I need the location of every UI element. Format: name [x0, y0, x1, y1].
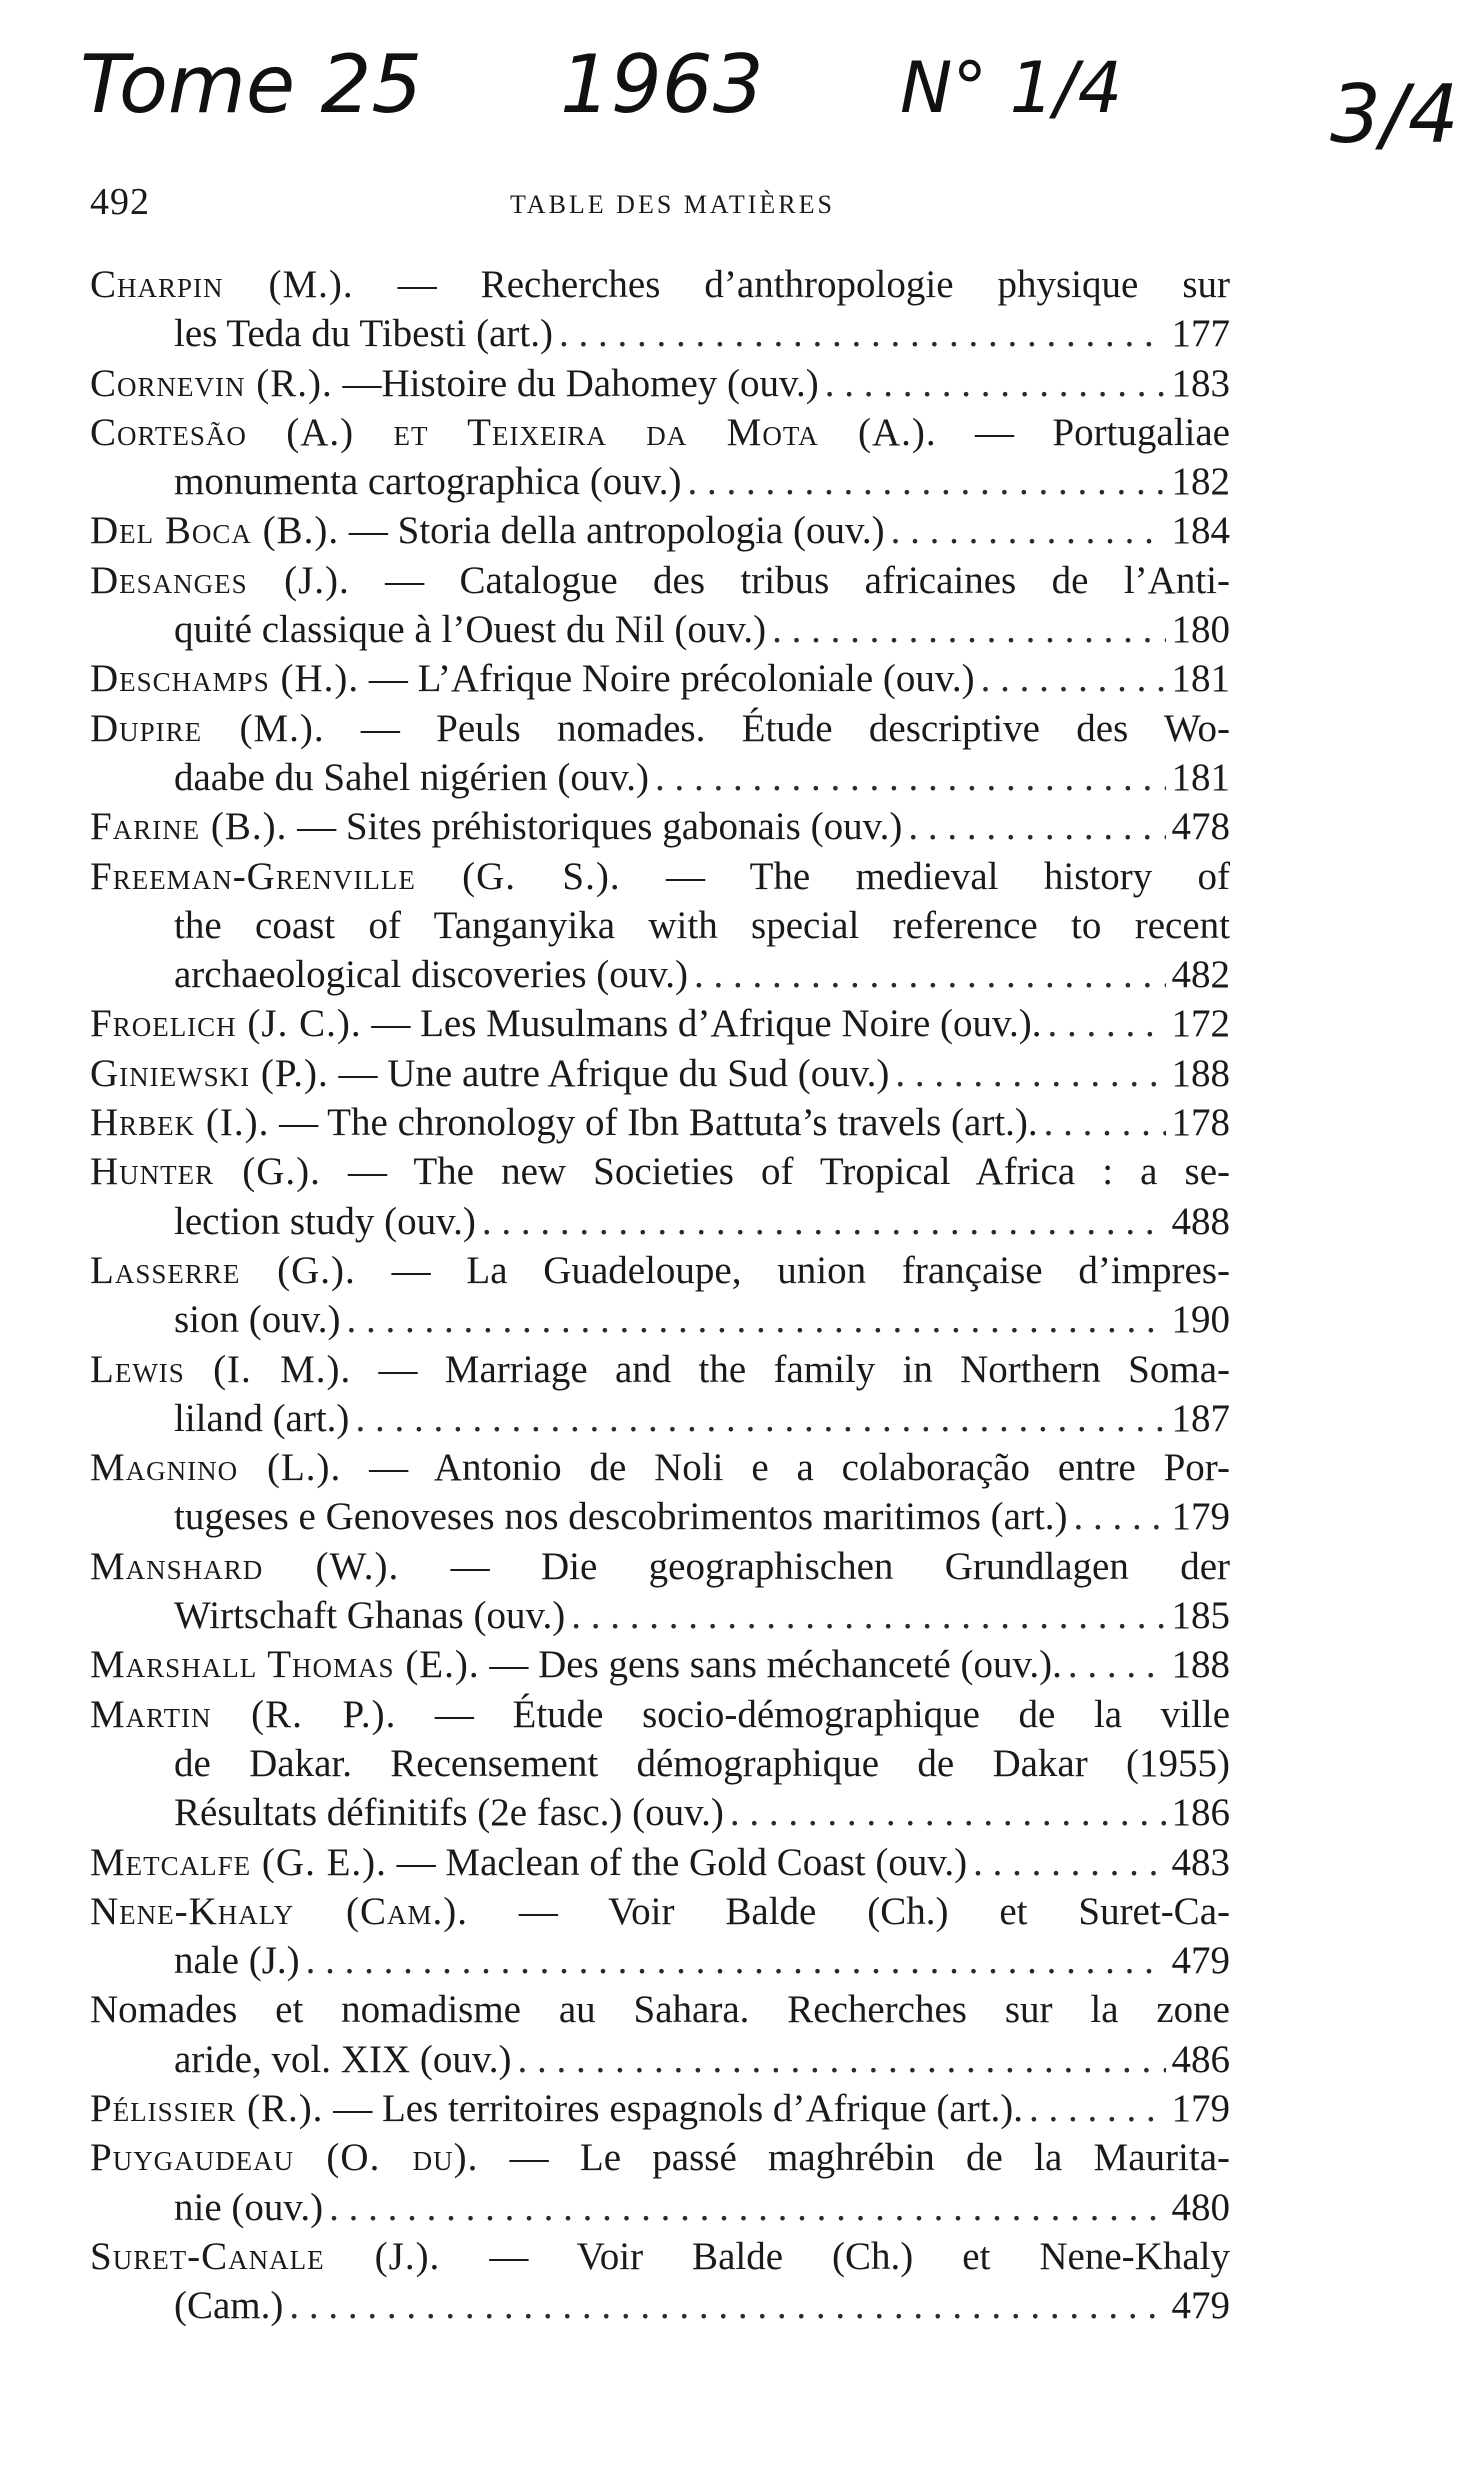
dot-leaders: [655, 753, 1165, 802]
dot-leaders: [1029, 2084, 1165, 2133]
entry-title: — Maclean of the Gold Coast (ouv.): [396, 1840, 968, 1884]
entry-title-tail: sion (ouv.): [174, 1298, 341, 1342]
dot-leaders: [482, 1197, 1166, 1246]
entry-author: Lasserre (G.).: [90, 1248, 356, 1292]
entry-page-number: 483: [1171, 1840, 1230, 1884]
entry-title-tail: (Cam.): [174, 2284, 284, 2328]
toc-entry: [90, 1542, 1230, 1641]
toc-entry: [90, 1443, 1230, 1542]
entry-author: Cornevin (R.).: [90, 361, 333, 405]
entry-author: Metcalfe (G. E.).: [90, 1840, 387, 1884]
entry-title-tail: daabe du Sahel nigérien (ouv.): [174, 755, 650, 799]
entry-author: Del Boca (B.).: [90, 509, 340, 553]
entry-title-line: — Marriage and the family in Northern Soma-: [378, 1347, 1231, 1391]
running-head: TABLE DES MATIÈRES: [510, 190, 835, 219]
entry-title-line: — The new Societies of Tropical Africa : a se-: [347, 1150, 1231, 1194]
toc-entry: [90, 2084, 1230, 2133]
entry-title: — Storia della antropologia (ouv.): [348, 509, 885, 553]
dot-leaders: [355, 1394, 1165, 1443]
entry-author: Cortesão (A.) et Teixeira da Mota (A.).: [90, 410, 937, 454]
dot-leaders: [895, 1049, 1165, 1098]
entry-page-number: 186: [1171, 1791, 1230, 1835]
entry-page-number: 181: [1171, 755, 1230, 799]
toc-entry: [90, 1147, 1230, 1246]
entry-page-number: 478: [1171, 805, 1230, 849]
handwritten-tome: Tome 25: [80, 38, 423, 131]
entry-title-line: de Dakar. Recensement démographique de Dakar (1955): [174, 1741, 1230, 1785]
entry-author: Deschamps (H.).: [90, 657, 360, 701]
dot-leaders: [329, 2183, 1165, 2232]
dot-leaders: [306, 1936, 1166, 1985]
entry-author: Puygaudeau (O. du).: [90, 2136, 479, 2180]
dot-leaders: [1074, 1492, 1166, 1541]
entry-author: Magnino (L.).: [90, 1446, 342, 1490]
dot-leaders: [825, 359, 1166, 408]
toc-entry: [90, 408, 1230, 507]
entry-title-tail: les Teda du Tibesti (art.): [174, 312, 553, 356]
entry-page-number: 181: [1171, 657, 1230, 701]
toc-entry: [90, 852, 1230, 1000]
entry-page-number: 479: [1171, 1939, 1230, 1983]
entry-title-line: — Le passé maghrébin de la Maurita-: [509, 2136, 1230, 2180]
entry-author: Pélissier (R.).: [90, 2086, 324, 2130]
entry-page-number: 480: [1171, 2185, 1230, 2229]
entry-title-tail: nale (J.): [174, 1939, 300, 1983]
dot-leaders: [973, 1838, 1165, 1887]
entry-author: Freeman-Grenville (G. S.).: [90, 854, 621, 898]
table-of-contents: [90, 260, 1230, 2330]
entry-page-number: 187: [1171, 1396, 1230, 1440]
entry-title: — Les Musulmans d’Afrique Noire (ouv.).: [371, 1002, 1042, 1046]
entry-title-tail: Wirtschaft Ghanas (ouv.): [174, 1594, 566, 1638]
toc-entry: [90, 802, 1230, 851]
entry-page-number: 180: [1171, 608, 1230, 652]
handwritten-fraction: 3/4: [1330, 68, 1459, 161]
dot-leaders: [694, 950, 1166, 999]
handwritten-year: 1963: [560, 38, 764, 131]
entry-title-line: — The medieval history of: [665, 854, 1231, 898]
entry-page-number: 182: [1171, 460, 1230, 504]
entry-author: Froelich (J. C.).: [90, 1002, 362, 1046]
toc-entry: [90, 999, 1230, 1048]
entry-page-number: 177: [1171, 312, 1230, 356]
dot-leaders: [772, 605, 1165, 654]
handwritten-number: N° 1/4: [900, 47, 1123, 129]
entry-author: Nene-Khaly (Cam.).: [90, 1889, 468, 1933]
entry-author: Desanges (J.).: [90, 558, 350, 602]
entry-title-line: — Voir Balde (Ch.) et Nene-Khaly: [489, 2234, 1230, 2278]
entry-title-tail: monumenta cartographica (ouv.): [174, 460, 682, 504]
dot-leaders: [1044, 1098, 1166, 1147]
toc-entry: [90, 359, 1230, 408]
entry-title-line: — La Guadeloupe, union française d’impres-: [391, 1248, 1231, 1292]
entry-title-tail: nie (ouv.): [174, 2185, 324, 2229]
entry-page-number: 188: [1171, 1643, 1230, 1687]
entry-title-tail: Résultats définitifs (2e fasc.) (ouv.): [174, 1791, 724, 1835]
toc-entry: [90, 1098, 1230, 1147]
entry-page-number: 183: [1171, 361, 1230, 405]
toc-entry: [90, 1640, 1230, 1689]
toc-entry: [90, 704, 1230, 803]
entry-page-number: 179: [1171, 2086, 1230, 2130]
entry-title: — The chronology of Ibn Battuta’s travels (art.).: [279, 1101, 1038, 1145]
entry-page-number: 188: [1171, 1051, 1230, 1095]
entry-title-tail: archaeological discoveries (ouv.): [174, 953, 688, 997]
entry-page-number: 482: [1171, 953, 1230, 997]
dot-leaders: [289, 2281, 1165, 2330]
entry-title-line: — Peuls nomades. Étude descriptive des Wo-: [360, 706, 1230, 750]
entry-title: — Les territoires espagnols d’Afrique (art.).: [333, 2086, 1024, 2130]
toc-entry: [90, 556, 1230, 655]
entry-title-line: — Die geographischen Grundlagen der: [450, 1544, 1230, 1588]
entry-title-line: — Recherches d’anthropologie physique sur: [397, 263, 1230, 306]
entry-title-tail: quité classique à l’Ouest du Nil (ouv.): [174, 608, 767, 652]
dot-leaders: [559, 309, 1166, 358]
entry-title-line: — Portugaliae: [975, 410, 1230, 454]
toc-entry: [90, 1049, 1230, 1098]
entry-title: — L’Afrique Noire précoloniale (ouv.): [368, 657, 975, 701]
handwritten-annotation: [80, 22, 1460, 172]
entry-title: —Histoire du Dahomey (ouv.): [342, 361, 819, 405]
entry-page-number: 479: [1171, 2284, 1230, 2328]
entry-page-number: 190: [1171, 1298, 1230, 1342]
entry-title: — Des gens sans méchanceté (ouv.).: [489, 1643, 1062, 1687]
toc-entry: [90, 1690, 1230, 1838]
dot-leaders: [981, 654, 1166, 703]
toc-entry: [90, 1887, 1230, 1986]
dot-leaders: [571, 1591, 1165, 1640]
dot-leaders: [730, 1788, 1166, 1837]
toc-entry: [90, 1838, 1230, 1887]
entry-title: — Sites préhistoriques gabonais (ouv.): [297, 805, 903, 849]
toc-entry: [90, 506, 1230, 555]
toc-entry: [90, 2232, 1230, 2331]
entry-title: — Une autre Afrique du Sud (ouv.): [338, 1051, 890, 1095]
entry-title-tail: liland (art.): [174, 1396, 350, 1440]
entry-page-number: 179: [1171, 1495, 1230, 1539]
page-number: 492: [90, 181, 150, 223]
toc-entry: [90, 2133, 1230, 2232]
entry-title-tail: lection study (ouv.): [174, 1199, 476, 1243]
entry-page-number: 488: [1171, 1199, 1230, 1243]
entry-title-line: Nomades et nomadisme au Sahara. Recherches sur la zone: [90, 1988, 1230, 2032]
toc-entry: [90, 260, 1230, 359]
toc-entry: [90, 1246, 1230, 1345]
entry-page-number: 172: [1171, 1002, 1230, 1046]
entry-author: Charpin (M.).: [90, 263, 354, 306]
dot-leaders: [1047, 999, 1165, 1048]
entry-title-line: — Étude socio-démographique de la ville: [434, 1692, 1230, 1736]
entry-title-tail: tugeses e Genoveses nos descobrimentos maritimos (art.): [174, 1495, 1068, 1539]
dot-leaders: [1068, 1640, 1166, 1689]
entry-author: Hunter (G.).: [90, 1150, 321, 1194]
entry-author: Suret-Canale (J.).: [90, 2234, 441, 2278]
dot-leaders: [891, 506, 1166, 555]
entry-title-line: — Antonio de Noli e a colaboração entre Por-: [369, 1446, 1230, 1490]
dot-leaders: [518, 2035, 1166, 2084]
entry-author: Lewis (I. M.).: [90, 1347, 352, 1391]
entry-author: Marshall Thomas (E.).: [90, 1643, 480, 1687]
dot-leaders: [908, 802, 1165, 851]
entry-author: Farine (B.).: [90, 805, 288, 849]
toc-entry: [90, 654, 1230, 703]
entry-author: Martin (R. P.).: [90, 1692, 397, 1736]
entry-page-number: 486: [1171, 2037, 1230, 2081]
entry-page-number: 185: [1171, 1594, 1230, 1638]
entry-title-line: — Voir Balde (Ch.) et Suret-Ca-: [518, 1889, 1230, 1933]
entry-author: Dupire (M.).: [90, 706, 325, 750]
dot-leaders: [688, 457, 1166, 506]
entry-page-number: 184: [1171, 509, 1230, 553]
dot-leaders: [346, 1295, 1165, 1344]
entry-page-number: 178: [1171, 1101, 1230, 1145]
entry-title-line: the coast of Tanganyika with special reference to recent: [174, 903, 1230, 947]
toc-entry: [90, 1985, 1230, 2084]
entry-author: Manshard (W.).: [90, 1544, 400, 1588]
entry-title-tail: aride, vol. XIX (ouv.): [174, 2037, 512, 2081]
entry-author: Hrbek (I.).: [90, 1101, 270, 1145]
entry-author: Giniewski (P.).: [90, 1051, 329, 1095]
entry-title-line: — Catalogue des tribus africaines de l’Anti-: [385, 558, 1230, 602]
toc-entry: [90, 1345, 1230, 1444]
